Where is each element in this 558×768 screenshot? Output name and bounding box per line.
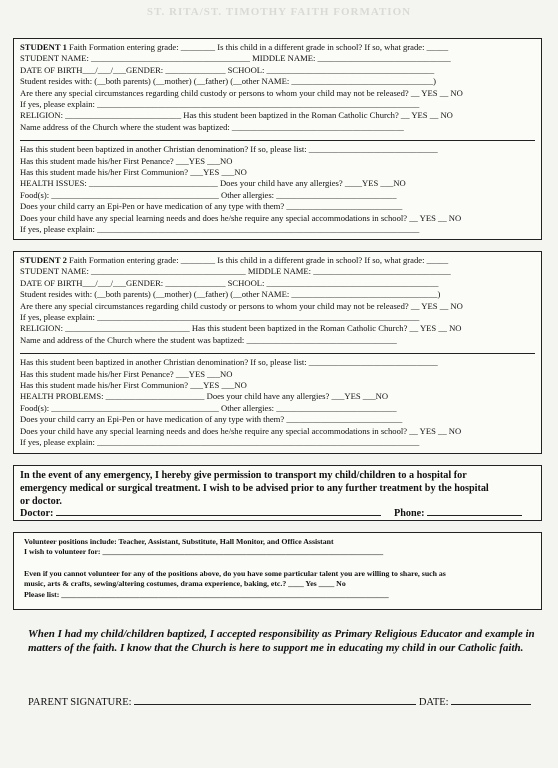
faded-header-title: ST. RITA/ST. TIMOTHY FAITH FORMATION bbox=[146, 6, 412, 18]
student1-line-5[interactable]: Are there any special circumstances regarding child custody or persons to whom your child may not be released? __ YES __ NO bbox=[20, 87, 463, 98]
student1-line-16[interactable]: Does your child have any special learning needs and does he/she require any special accommodations in school? __ YES __ NO bbox=[20, 212, 462, 223]
student1-line-11[interactable]: Has this student made his/her First Penance? ___YES ___NO bbox=[20, 155, 233, 166]
student-2-section bbox=[13, 251, 542, 454]
student2-line-12[interactable]: Has this student made his/her First Communion? ___YES ___NO bbox=[20, 380, 247, 390]
student1-line-10[interactable]: Has this student been baptized in another Christian denomination? If so, please list: ______________________________ bbox=[20, 144, 438, 155]
volunteer-section bbox=[13, 532, 542, 610]
student2-line-5[interactable]: Are there any special circumstances regarding child custody or persons to whom your child may not be released? __ YES __ NO bbox=[20, 300, 463, 311]
student1-line-7[interactable]: RELIGION: ___________________________ Has this student been baptized in the Roman Catholic Church? __ YES __ NO bbox=[20, 110, 453, 121]
student1-line-13[interactable]: HEALTH ISSUES: ______________________________ Does your child have any allergies? ____YES ___NO bbox=[20, 178, 406, 189]
student2-line-4[interactable]: Student resides with: (__both parents) (__mother) (__father) (__other NAME: __________________________________) bbox=[20, 289, 441, 300]
student1-line-4[interactable]: Student resides with: (__both parents) (__mother) (__father) (__other NAME: _________________________________) bbox=[20, 76, 437, 87]
volunteer-talent-yes-no[interactable]: music, arts & crafts, sewing/altering costumes, drama experience, baking, etc.? ____ Yes ____ No bbox=[24, 579, 346, 588]
student2-line-11[interactable]: Has this student made his/her First Penance? ___YES ___NO bbox=[20, 368, 233, 379]
student1-line-8[interactable]: Name address of the Church where the student was baptized: ________________________________________ bbox=[20, 121, 404, 132]
student1-line-9 bbox=[20, 140, 535, 141]
student2-line-10[interactable]: Has this student been baptized in another Christian denomination? If so, please list: ______________________________ bbox=[20, 357, 438, 368]
parent-pledge-statement: When I had my child/children baptized, I accepted responsibility as Primary Religious Educator and example in matters of the faith. I know that the Church is here to support me in educating my child in our Catholic faith. bbox=[28, 628, 535, 654]
student2-line-14[interactable]: Food(s): _______________________________________ Other allergies: ____________________________ bbox=[20, 402, 397, 413]
student2-line-7[interactable]: RELIGION: _____________________________ Has this student been baptized in the Roman Catholic Church? __ YES __ NO bbox=[20, 323, 462, 334]
volunteer-for-field[interactable]: I wish to volunteer for: ________________________________________________________________________ bbox=[24, 547, 384, 556]
emergency-text-line-1: In the event of any emergency, I hereby give permission to transport my child/children to a hospital for bbox=[20, 470, 467, 481]
student2-line-16[interactable]: Does your child have any special learning needs and does he/she require any special accommodations in school? __ YES __ NO bbox=[20, 425, 462, 436]
student1-line-6[interactable]: If yes, please explain: ___________________________________________________________________________ bbox=[20, 99, 420, 109]
student2-line-3[interactable]: DATE OF BIRTH___/___/___GENDER: ______________ SCHOOL: ________________________________________ bbox=[20, 277, 439, 288]
student1-line-2[interactable]: STUDENT NAME: _____________________________________ MIDDLE NAME: _______________________________ bbox=[20, 53, 451, 64]
student1-line-15[interactable]: Does your child carry an Epi-Pen or have medication of any type with them? ___________________________ bbox=[20, 201, 403, 212]
volunteer-talent-text: Even if you cannot volunteer for any of the positions above, do you have some particular talent you are willing to share, such as bbox=[24, 569, 446, 578]
student1-line-14[interactable]: Food(s): _______________________________________ Other allergies: ____________________________ bbox=[20, 189, 397, 200]
student2-line-2[interactable]: STUDENT NAME: ____________________________________ MIDDLE NAME: ________________________________ bbox=[20, 266, 451, 277]
student2-line-13[interactable]: HEALTH PROBLEMS: _______________________ Does your child have any allergies? ___YES ___NO bbox=[20, 391, 389, 402]
date-label: DATE: bbox=[418, 697, 449, 708]
phone-field[interactable] bbox=[427, 507, 522, 516]
student-2-heading: STUDENT 2 bbox=[20, 255, 67, 265]
parent-signature-label: PARENT SIGNATURE: bbox=[28, 697, 132, 708]
volunteer-positions-text: Volunteer positions include: Teacher, Assistant, Substitute, Hall Monitor, and Office Assistant bbox=[24, 537, 334, 546]
student-1-section bbox=[13, 38, 542, 240]
signature-row bbox=[28, 696, 538, 709]
student2-line-1[interactable]: STUDENT 2 Faith Formation entering grade: ________ Is this child in a different grade in school? If so, what grade: _____ bbox=[20, 255, 449, 265]
student1-line-3[interactable]: DATE OF BIRTH___/___/___GENDER: ______________ SCHOOL: _______________________________________ bbox=[20, 64, 435, 75]
student-1-heading: STUDENT 1 bbox=[20, 42, 67, 52]
student2-line-6[interactable]: If yes, please explain: ___________________________________________________________________________ bbox=[20, 312, 420, 322]
student1-line-1[interactable]: STUDENT 1 Faith Formation entering grade: ________ Is this child in a different grade in school? If so, what grade: _____ bbox=[20, 42, 449, 52]
student2-line-17[interactable]: If yes, please explain: ___________________________________________________________________________ bbox=[20, 437, 420, 447]
doctor-label: Doctor: bbox=[20, 508, 54, 519]
emergency-permission-section bbox=[13, 465, 542, 521]
student2-line-8[interactable]: Name and address of the Church where the student was baptized: ___________________________________ bbox=[20, 334, 397, 345]
student1-line-12[interactable]: Has this student made his/her First Communion? ___YES ___NO bbox=[20, 167, 247, 177]
parent-signature-field[interactable] bbox=[134, 696, 416, 705]
student1-line-17[interactable]: If yes, please explain: ___________________________________________________________________________ bbox=[20, 224, 420, 234]
emergency-text-line-2: emergency medical or surgical treatment. I wish to be advised prior to any further treatment by the hospital bbox=[20, 483, 489, 494]
student2-line-9 bbox=[20, 353, 535, 354]
volunteer-talent-list-field[interactable]: Please list: ____________________________________________________________________________________ bbox=[24, 590, 389, 599]
doctor-field[interactable] bbox=[56, 507, 381, 516]
phone-label: Phone: bbox=[394, 508, 425, 519]
emergency-text-line-3: or doctor. bbox=[20, 496, 62, 507]
student2-line-15[interactable]: Does your child carry an Epi-Pen or have medication of any type with them? ___________________________ bbox=[20, 414, 403, 425]
date-field[interactable] bbox=[451, 696, 531, 705]
